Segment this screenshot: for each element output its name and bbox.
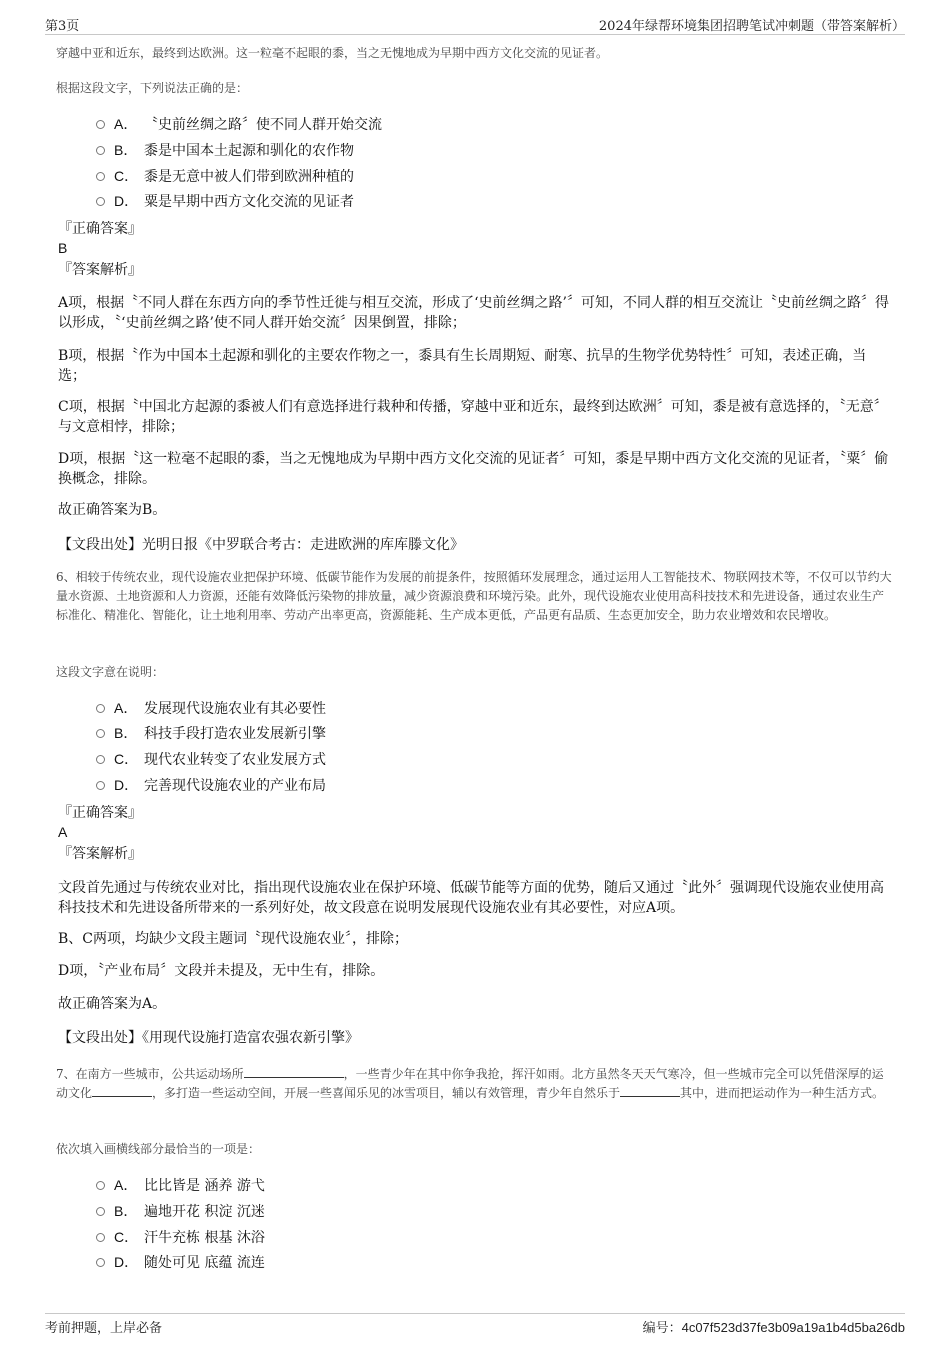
- page-number: 第3页: [45, 19, 80, 34]
- q6-analysis-d: D项，〝产业布局〞文段并未提及，无中生有，排除。: [58, 963, 385, 979]
- q7-option-a[interactable]: A． 比比皆是 涵养 游弋: [96, 1175, 265, 1195]
- q7-option-d[interactable]: D． 随处可见 底蕴 流连: [96, 1252, 265, 1272]
- q5-analysis-label: 『答案解析』: [58, 262, 142, 278]
- q5-source: 【文段出处】光明日报《中罗联合考古：走进欧洲的库库滕文化》: [58, 537, 464, 553]
- q7-option-c[interactable]: C． 汗牛充栋 根基 沐浴: [96, 1227, 265, 1247]
- q5-option-d[interactable]: D． 粟是早期中西方文化交流的见证者: [96, 191, 354, 211]
- q5-analysis-b: B项，根据〝作为中国本土起源和驯化的主要农作物之一，黍具有生长周期短、耐寒、抗旱的生物学优势特性〞可知，表述正确，当选；: [58, 348, 867, 384]
- q5-passage-tail: 穿越中亚和近东，最终到达欧洲。这一粒毫不起眼的黍，当之无愧地成为早期中西方文化交流的见证者。: [56, 46, 609, 60]
- q6-answer-label: 『正确答案』: [58, 805, 142, 821]
- q5-option-c[interactable]: C． 黍是无意中被人们带到欧洲种植的: [96, 166, 354, 186]
- q5-option-b[interactable]: B． 黍是中国本土起源和驯化的农作物: [96, 140, 354, 160]
- q6-analysis-bc: B、C两项，均缺少文段主题词〝现代设施农业〞，排除；: [58, 931, 408, 947]
- q5-stem: 根据这段文字，下列说法正确的是：: [56, 81, 249, 95]
- document-id: 编号：4c07f523d37fe3b09a19a1b4d5ba26db: [642, 1320, 905, 1336]
- q5-answer-label: 『正确答案』: [58, 221, 142, 237]
- q5-conclusion: 故正确答案为B。: [58, 502, 167, 518]
- q6-source: 【文段出处】《用现代设施打造富农强农新引擎》: [58, 1030, 359, 1046]
- radio-icon[interactable]: [96, 704, 105, 713]
- q6-option-d[interactable]: D． 完善现代设施农业的产业布局: [96, 775, 326, 795]
- q5-analysis-c: C项，根据〝中国北方起源的黍被人们有意选择进行栽种和传播，穿越中亚和近东，最终到达欧洲〞可知，黍是被有意选择的，〝无意〞与文意相悖，排除；: [58, 399, 888, 435]
- q6-analysis-label: 『答案解析』: [58, 846, 142, 862]
- fill-blank-3: [620, 1084, 680, 1097]
- radio-icon[interactable]: [96, 1258, 105, 1267]
- q6-passage: 6、相较于传统农业，现代设施农业把保护环境、低碳节能作为发展的前提条件，按照循环发展理念，通过运用人工智能技术、物联网技术等，不仅可以节约大量水资源、土地资源和人力资源，还能有效降低污染物的排放量，减少资源浪费和环境污染。此外，现代设施农业使用高科技技术和先进设备，通过农业生产标准化、精准化、智能化，让土地利用率、劳动产出率更高，资源能耗、生产成本更低，产品更有品质、生态更加安全，助力农业增效和农民增收。: [56, 570, 892, 622]
- fill-blank-2: [92, 1084, 152, 1097]
- footer-slogan: 考前押题，上岸必备: [45, 1321, 163, 1336]
- radio-icon[interactable]: [96, 1207, 105, 1216]
- radio-icon[interactable]: [96, 755, 105, 764]
- q7-option-b[interactable]: B． 遍地开花 积淀 沉迷: [96, 1201, 265, 1221]
- q6-analysis-main: 文段首先通过与传统农业对比，指出现代设施农业在保护环境、低碳节能等方面的优势，随后又通过〝此外〞强调现代设施农业使用高科技技术和先进设备所带来的一系列好处，故文段意在说明发展现代设施农业有其必要性，对应A项。: [58, 880, 884, 916]
- q5-analysis-d: D项，根据〝这一粒毫不起眼的黍，当之无愧地成为早期中西方文化交流的见证者〞可知，黍是早期中西方文化交流的见证者，〝粟〞偷换概念，排除。: [58, 451, 889, 487]
- q6-answer: A: [58, 824, 68, 840]
- q6-option-a[interactable]: A． 发展现代设施农业有其必要性: [96, 698, 326, 718]
- q7-passage: 7、在南方一些城市，公共运动场所 ，一些青少年在其中你争我抢，挥汗如雨。北方虽然冬天天气寒冷，但一些城市完全可以凭借深厚的运动文化 ，多打造一些运动空间，开展一些喜闻乐见的冰雪项目，辅以有效管理，青少年自然乐于 其中，进而把运动作为一种生活方式。: [56, 1067, 885, 1100]
- q7-stem: 依次填入画横线部分最恰当的一项是：: [56, 1142, 261, 1156]
- fill-blank-1: [244, 1065, 344, 1078]
- radio-icon[interactable]: [96, 197, 105, 206]
- q6-option-c[interactable]: C． 现代农业转变了农业发展方式: [96, 749, 326, 769]
- radio-icon[interactable]: [96, 172, 105, 181]
- q6-stem: 这段文字意在说明：: [56, 665, 165, 679]
- radio-icon[interactable]: [96, 1233, 105, 1242]
- radio-icon[interactable]: [96, 729, 105, 738]
- document-title: 2024年绿帮环境集团招聘笔试冲刺题（带答案解析）: [598, 19, 905, 34]
- page-footer: [45, 1313, 905, 1336]
- q5-analysis-a: A项，根据〝不同人群在东西方向的季节性迁徙与相互交流，形成了‘史前丝绸之路’〞可知，不同人群的相互交流让〝史前丝绸之路〞得以形成，〝‘史前丝绸之路’使不同人群开始交流〞因果倒置，排除；: [58, 295, 890, 331]
- q5-answer: B: [58, 240, 68, 256]
- radio-icon[interactable]: [96, 120, 105, 129]
- page-header: [45, 14, 905, 35]
- radio-icon[interactable]: [96, 1181, 105, 1190]
- q6-option-b[interactable]: B． 科技手段打造农业发展新引擎: [96, 723, 326, 743]
- q5-option-a[interactable]: A． 〝史前丝绸之路〞使不同人群开始交流: [96, 114, 382, 134]
- radio-icon[interactable]: [96, 781, 105, 790]
- radio-icon[interactable]: [96, 146, 105, 155]
- q6-conclusion: 故正确答案为A。: [58, 996, 167, 1012]
